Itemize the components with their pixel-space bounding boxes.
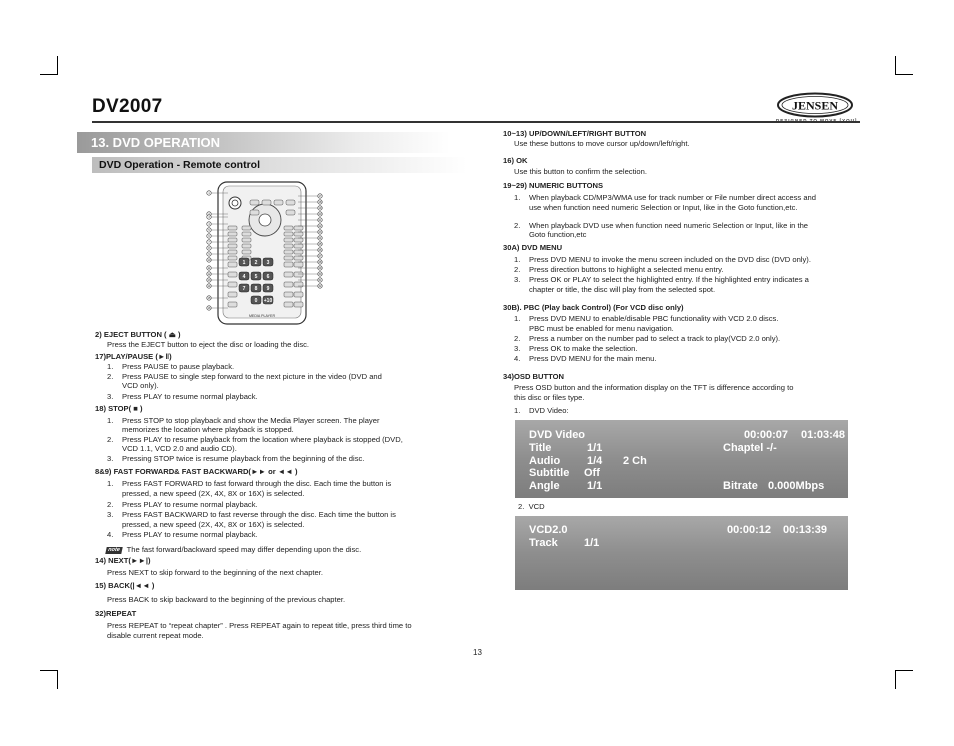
list-item-text: Press FAST BACKWARD to fast reverse through the disc. Each time the button is	[122, 510, 396, 519]
remote-key	[228, 238, 237, 242]
osd-field: 0.000Mbps	[768, 480, 825, 492]
callout-number: 27	[318, 254, 322, 258]
osd-field: Title	[529, 442, 552, 454]
callout-number: 21	[318, 218, 322, 222]
crop-mark	[57, 56, 58, 75]
callout-number: 30	[318, 272, 322, 276]
osd-field: 2 Ch	[623, 455, 647, 467]
list-item	[107, 479, 391, 488]
list-item-continuation: pressed, a new speed (2X, 4X, 8X or 16X) is selected.	[122, 489, 305, 498]
list-item-number: 1.	[107, 362, 114, 371]
callout-number: 18	[318, 200, 322, 204]
vcd-label-num: 2.	[518, 502, 525, 511]
list-item-text: Press STOP to stop playback and show the Media Player screen. The player	[122, 416, 380, 425]
section-heading: 16) OK	[503, 156, 528, 165]
body-text: disable current repeat mode.	[107, 631, 204, 640]
remote-key	[250, 200, 259, 205]
body-text: Use these buttons to move cursor up/down/left/right.	[514, 139, 690, 148]
callout-number: 9	[208, 252, 210, 256]
numeric-key-label: 4	[242, 273, 246, 280]
callout-number: 32	[318, 284, 322, 288]
remote-key	[242, 238, 251, 242]
list-item-number: 2.	[514, 265, 521, 274]
crop-mark	[57, 670, 58, 689]
numeric-key-label: 7	[242, 285, 246, 292]
osd-field: 1/1	[587, 480, 603, 492]
osd-field: 1/4	[587, 455, 603, 467]
list-item-text: When playback DVD use when function need numeric Selection or Input, like in the	[529, 221, 809, 230]
remote-key	[228, 250, 237, 254]
remote-key	[228, 302, 237, 307]
remote-control-illustration	[198, 180, 328, 328]
callout-number: 10	[207, 258, 211, 262]
callout-number: 24	[318, 236, 322, 240]
osd-field: VCD2.0	[529, 524, 568, 536]
callout-number: 26	[318, 248, 322, 252]
callout-number: 7	[208, 240, 210, 244]
callout-number: 8	[208, 246, 210, 250]
osd-field: DVD Video	[529, 429, 586, 441]
list-item-continuation: VCD only).	[122, 381, 159, 390]
numeric-key-label: 0	[254, 297, 258, 304]
note-line	[106, 545, 361, 554]
remote-key	[228, 256, 237, 260]
osd-field: Subtitle	[529, 467, 570, 479]
logo-text: JENSEN	[791, 98, 839, 113]
numeric-key-label: 1	[242, 259, 246, 266]
remote-key	[228, 244, 237, 248]
subsection-title: DVD Operation - Remote control	[99, 159, 261, 171]
crop-mark	[895, 670, 913, 671]
body-text: Press OSD button and the information display on the TFT is difference according to	[514, 383, 794, 392]
callout-number: 14	[207, 284, 211, 288]
osd-field: 00:00:12	[727, 524, 772, 536]
list-item	[514, 354, 656, 363]
list-item-number: 1.	[514, 314, 521, 323]
section-heading: 34)OSD BUTTON	[503, 372, 565, 381]
osd-vcd-screen	[515, 516, 848, 590]
list-item-number: 2.	[107, 500, 114, 509]
section-heading: 30B). PBC (Play back Control) (For VCD disc only)	[503, 303, 684, 312]
callout-number: 31	[318, 278, 322, 282]
remote-key	[262, 200, 271, 205]
list-item-text: Press PAUSE to pause playback.	[122, 362, 235, 371]
callout-number: 22	[318, 224, 322, 228]
remote-key	[228, 282, 237, 287]
osd-field: Bitrate	[723, 480, 758, 492]
list-item	[514, 334, 780, 343]
list-item-number: 2.	[514, 221, 521, 230]
list-item-continuation: chapter or title, the disc will play from the selected spot.	[529, 285, 716, 294]
list-item	[107, 362, 234, 371]
list-item-number: 1.	[514, 193, 521, 202]
list-item	[514, 221, 808, 230]
list-item-text: Press PLAY to resume playback from the location where playback is stopped (DVD,	[122, 435, 403, 444]
section-heading: 10~13) UP/DOWN/LEFT/RIGHT BUTTON	[503, 129, 647, 138]
list-item-continuation: Goto function,etc	[529, 230, 587, 239]
callout-number: 2	[208, 212, 210, 216]
list-item-text: Press direction buttons to highlight a selected menu entry.	[529, 265, 724, 274]
section-heading: 32)REPEAT	[95, 609, 137, 618]
vcd-label	[518, 502, 545, 511]
section-heading: 15) BACK(|◄◄ )	[95, 581, 155, 590]
remote-key	[242, 232, 251, 236]
list-item-number: 2.	[107, 435, 114, 444]
remote-key	[228, 292, 237, 297]
jensen-logo	[776, 92, 854, 118]
remote-key	[284, 302, 293, 307]
list-item	[107, 510, 396, 519]
list-item	[514, 193, 816, 202]
list-item	[514, 314, 778, 323]
callout-number: 13	[207, 278, 211, 282]
callout-number: 25	[318, 242, 322, 246]
list-item	[514, 275, 809, 284]
list-item	[514, 406, 569, 415]
list-item-text: Press PLAY to resume normal playback.	[122, 392, 258, 401]
numeric-key-label: 6	[266, 273, 270, 280]
remote-key	[228, 226, 237, 230]
crop-mark	[895, 56, 896, 75]
list-item-number: 4.	[514, 354, 521, 363]
list-item-text: Pressing STOP twice is resume playback from the beginning of the disc.	[122, 454, 365, 463]
crop-mark	[895, 74, 913, 75]
osd-field: Angle	[529, 480, 560, 492]
remote-key	[294, 244, 303, 248]
callout-number: 16	[207, 306, 211, 310]
list-item-number: 2.	[514, 334, 521, 343]
list-item-text: Press FAST FORWARD to fast forward through the disc. Each time the button is	[122, 479, 392, 488]
list-item	[107, 392, 258, 401]
section-heading: 2) EJECT BUTTON ( ⏏ )	[95, 330, 181, 339]
list-item-continuation: memorizes the location where playback is stopped.	[122, 425, 294, 434]
remote-caption: MEDIA PLAYER	[248, 314, 276, 318]
callout-number: 6	[208, 234, 210, 238]
list-item-text: Press PLAY to resume normal playback.	[122, 500, 258, 509]
section-title: 13. DVD OPERATION	[91, 135, 221, 150]
section-heading: 17)PLAY/PAUSE (►‖)	[95, 352, 172, 361]
list-item-text: Press PAUSE to single step forward to the next picture in the video (DVD and	[122, 372, 382, 381]
remote-key	[242, 250, 251, 254]
osd-field: Audio	[529, 455, 561, 467]
list-item-continuation: PBC must be enabled for menu navigation.	[529, 324, 674, 333]
list-item	[514, 255, 811, 264]
crop-mark	[40, 74, 58, 75]
remote-key	[284, 262, 293, 267]
section-heading: 14) NEXT(►►|)	[95, 556, 151, 565]
note-text: The fast forward/backward speed may differ depending upon the disc.	[126, 545, 362, 554]
list-item-number: 1.	[514, 255, 521, 264]
callout-number: 3	[208, 215, 210, 219]
numeric-key-label: 2	[254, 259, 258, 266]
remote-key	[228, 262, 237, 267]
remote-key	[250, 210, 259, 215]
remote-key	[294, 302, 303, 307]
power-button	[229, 197, 241, 209]
body-text: Press REPEAT to “repeat chapter” . Press REPEAT again to repeat title, press third time to	[107, 621, 412, 630]
list-item-text: DVD Video:	[529, 406, 569, 415]
remote-key	[294, 262, 303, 267]
callout-number: 12	[207, 272, 211, 276]
model-title: DV2007	[92, 96, 163, 117]
section-heading: 19~29) NUMERIC BUTTONS	[503, 181, 604, 190]
callout-number: 11	[207, 266, 211, 270]
remote-key	[284, 272, 293, 277]
list-item-number: 2.	[107, 372, 114, 381]
list-item-text: Press PLAY to resume normal playback.	[122, 530, 258, 539]
numeric-key-label: 5	[254, 273, 258, 280]
vcd-label-text: VCD	[528, 502, 545, 511]
callout-number: 15	[207, 296, 211, 300]
section-heading: 30A) DVD MENU	[503, 243, 563, 252]
callout-number: 23	[318, 230, 322, 234]
list-item-text: Press OK to make the selection.	[529, 344, 638, 353]
list-item-text: Press DVD MENU for the main menu.	[529, 354, 657, 363]
numeric-key-label: 8	[254, 285, 258, 292]
osd-field: 00:13:39	[783, 524, 828, 536]
callout-number: 5	[208, 228, 210, 232]
callout-number: 19	[318, 206, 322, 210]
remote-key	[242, 226, 251, 230]
remote-key	[286, 200, 295, 205]
osd-dvd-video-screen	[515, 420, 848, 498]
callout-number: 29	[318, 266, 322, 270]
body-text: this disc or files type.	[514, 393, 585, 402]
remote-key	[284, 238, 293, 242]
list-item-number: 1.	[107, 416, 114, 425]
list-item	[107, 530, 258, 539]
remote-key	[286, 210, 295, 215]
header-rule	[92, 121, 860, 123]
list-item	[514, 344, 637, 353]
callout-number: 4	[208, 222, 210, 226]
crop-mark	[895, 670, 896, 689]
list-item-number: 3.	[514, 275, 521, 284]
list-item-text: Press OK or PLAY to select the highlighted entry. If the highlighted entry indicates a	[529, 275, 809, 284]
body-text: Press the EJECT button to eject the disc or loading the disc.	[107, 340, 310, 349]
list-item-text: When playback CD/MP3/WMA use for track number or File number direct access and	[529, 193, 816, 202]
body-text: Use this button to confirm the selection.	[514, 167, 647, 176]
remote-key	[284, 282, 293, 287]
remote-key	[294, 232, 303, 236]
osd-field: Off	[584, 467, 600, 479]
remote-key	[284, 250, 293, 254]
osd-field: 1/1	[587, 442, 603, 454]
list-item	[107, 500, 258, 509]
note-icon: note	[105, 547, 122, 554]
numeric-key-label: +10	[263, 297, 273, 304]
body-text: Press NEXT to skip forward to the beginning of the next chapter.	[107, 568, 323, 577]
remote-key	[274, 200, 283, 205]
list-item	[107, 435, 403, 444]
list-item	[107, 416, 379, 425]
remote-key	[294, 226, 303, 230]
page-number: 13	[473, 648, 482, 657]
remote-key	[284, 232, 293, 236]
list-item	[107, 372, 382, 381]
list-item-number: 1.	[107, 479, 114, 488]
osd-field: Chaptel -/-	[723, 442, 777, 454]
numeric-key-label: 3	[266, 259, 270, 266]
remote-key	[294, 282, 303, 287]
remote-key	[284, 292, 293, 297]
remote-key	[228, 272, 237, 277]
osd-field: 1/1	[584, 537, 600, 549]
list-item-continuation: VCD 1.1, VCD 2.0 and audio CD).	[122, 444, 237, 453]
osd-field: 00:00:07	[744, 429, 789, 441]
list-item	[107, 454, 364, 463]
list-item-continuation: use when function need numeric Selection or Input, like in the Goto function,etc.	[529, 203, 798, 212]
remote-key	[294, 256, 303, 260]
list-item-number: 1.	[514, 406, 521, 415]
osd-field: Track	[529, 537, 558, 549]
list-item-number: 3.	[107, 392, 114, 401]
list-item-number: 3.	[514, 344, 521, 353]
body-text: Press BACK to skip backward to the beginning of the previous chapter.	[107, 595, 346, 604]
remote-key	[284, 226, 293, 230]
list-item-number: 4.	[107, 530, 114, 539]
list-item-continuation: pressed, a new speed (2X, 4X, 8X or 16X) is selected.	[122, 520, 305, 529]
remote-key	[294, 292, 303, 297]
list-item-text: Press DVD MENU to invoke the menu screen included on the DVD disc (DVD only).	[529, 255, 811, 264]
list-item-number: 3.	[107, 454, 114, 463]
list-item-text: Press a number on the number pad to select a track to play(VCD 2.0 only).	[529, 334, 781, 343]
remote-key	[294, 238, 303, 242]
remote-key	[284, 256, 293, 260]
remote-key	[242, 244, 251, 248]
list-item	[514, 265, 723, 274]
list-item-text: Press DVD MENU to enable/disable PBC functionality with VCD 2.0 discs.	[529, 314, 779, 323]
crop-mark	[40, 670, 58, 671]
brand-tagline: DESIGNED TO MOVE [YOU]	[776, 118, 858, 123]
remote-key	[228, 232, 237, 236]
section-heading: 8&9) FAST FORWARD& FAST BACKWARD(►► or ◄◄ )	[95, 467, 298, 476]
callout-number: 28	[318, 260, 322, 264]
osd-field: 01:03:48	[801, 429, 846, 441]
callout-number: 17	[318, 194, 322, 198]
callout-number: 20	[318, 212, 322, 216]
list-item-number: 3.	[107, 510, 114, 519]
section-heading: 18) STOP( ■ )	[95, 404, 143, 413]
numeric-key-label: 9	[266, 285, 270, 292]
remote-key	[284, 244, 293, 248]
callout-number: 1	[208, 191, 210, 195]
ok-button	[259, 214, 271, 226]
remote-key	[294, 272, 303, 277]
remote-key	[294, 250, 303, 254]
